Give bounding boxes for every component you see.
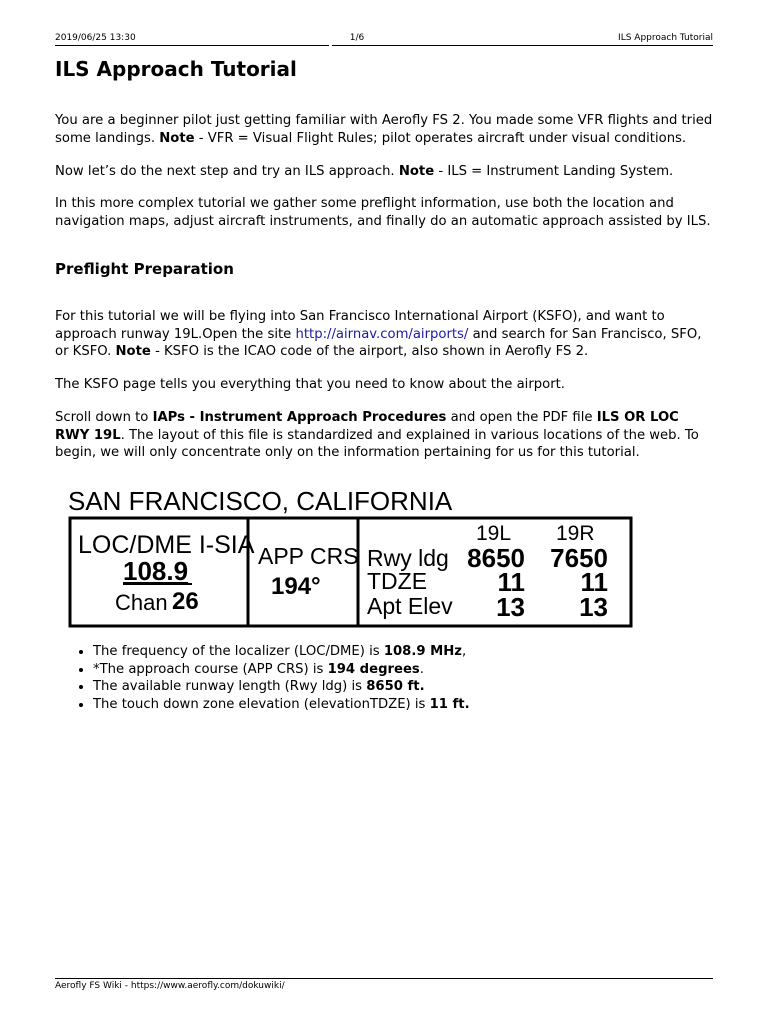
preflight-paragraph-1: For this tutorial we will be flying into San Francisco International Airport (KSFO), and want to approach runway 19L.Open the site http://airnav.com/airports/ and search for San Francisco, SFO, or KSFO. Note - KSFO is the ICAO code of the airport, also shown in Aerofly FS 2.: [55, 309, 702, 359]
chart-chan-label: Chan: [115, 590, 168, 615]
chart-loc-label: LOC/DME I-SIA: [78, 531, 255, 559]
chart-tdze-19l: 11: [497, 567, 525, 597]
header-rule-right: [332, 45, 713, 46]
chart-loc-freq: 108.9: [123, 556, 189, 586]
chart-row-rwy-ldg: Rwy ldg: [367, 545, 449, 571]
chart-rwy-ldg-19l: 8650: [467, 543, 525, 573]
page-footer: Aerofly FS Wiki - https://www.aerofly.com/dokuwiki/: [55, 981, 285, 991]
chart-col-19l: 19L: [476, 522, 512, 545]
approach-chart-excerpt: [68, 478, 634, 628]
chart-col-19r: 19R: [556, 522, 595, 545]
header-doc-title: ILS Approach Tutorial: [618, 33, 713, 43]
list-item: • The available runway length (Rwy ldg) is 8650 ft.: [93, 678, 713, 696]
section-heading-preflight: Preflight Preparation: [55, 260, 234, 278]
intro-paragraph-2: Now let’s do the next step and try an ILS approach. Note - ILS = Instrument Landing System.: [55, 164, 674, 179]
intro-paragraph-1: You are a beginner pilot just getting familiar with Aerofly FS 2. You made some VFR flights and tried some landings. Note - VFR = Visual Flight Rules; pilot operates aircraft under visual conditions.: [55, 113, 713, 146]
airnav-link[interactable]: http://airnav.com/airports/: [295, 326, 469, 342]
list-item: • The frequency of the localizer (LOC/DME) is 108.9 MHz,: [93, 643, 713, 661]
list-item: • The touch down zone elevation (elevationTDZE) is 11 ft.: [93, 696, 713, 714]
chart-app-crs-label: APP CRS: [258, 543, 359, 569]
header-rule-left: [55, 45, 329, 46]
chart-tdze-19r: 11: [580, 567, 608, 597]
list-item: • *The approach course (APP CRS) is 194 degrees.: [93, 661, 713, 679]
preflight-paragraph-3: Scroll down to IAPs - Instrument Approach Procedures and open the PDF file ILS OR LOC RWY 19L. The layout of this file is standardized and explained in various locations of the web. To begin, we will only concentrate only on the information pertaining for us for this tutorial.: [55, 410, 699, 460]
chart-info-list: [55, 643, 713, 713]
chart-row-apt-elev: Apt Elev: [367, 593, 453, 619]
page-title: ILS Approach Tutorial: [55, 57, 297, 81]
header-datetime: 2019/06/25 13:30: [55, 33, 136, 43]
footer-rule: [55, 978, 713, 979]
chart-rwy-ldg-19r: 7650: [550, 543, 608, 573]
preflight-paragraph-2: The KSFO page tells you everything that you need to know about the airport.: [55, 377, 565, 392]
chart-chan-value: 26: [172, 588, 199, 615]
header-page-number: 1/6: [349, 33, 365, 43]
page-header: [55, 32, 713, 44]
chart-row-tdze: TDZE: [367, 568, 428, 594]
chart-location: SAN FRANCISCO, CALIFORNIA: [68, 486, 453, 516]
chart-apt-elev-19l: 13: [496, 592, 525, 622]
chart-apt-elev-19r: 13: [579, 592, 608, 622]
chart-app-crs-value: 194°: [271, 573, 321, 600]
intro-paragraph-3: In this more complex tutorial we gather some preflight information, use both the location and navigation maps, adjust aircraft instruments, and finally do an automatic approach assisted by ILS.: [55, 196, 711, 229]
